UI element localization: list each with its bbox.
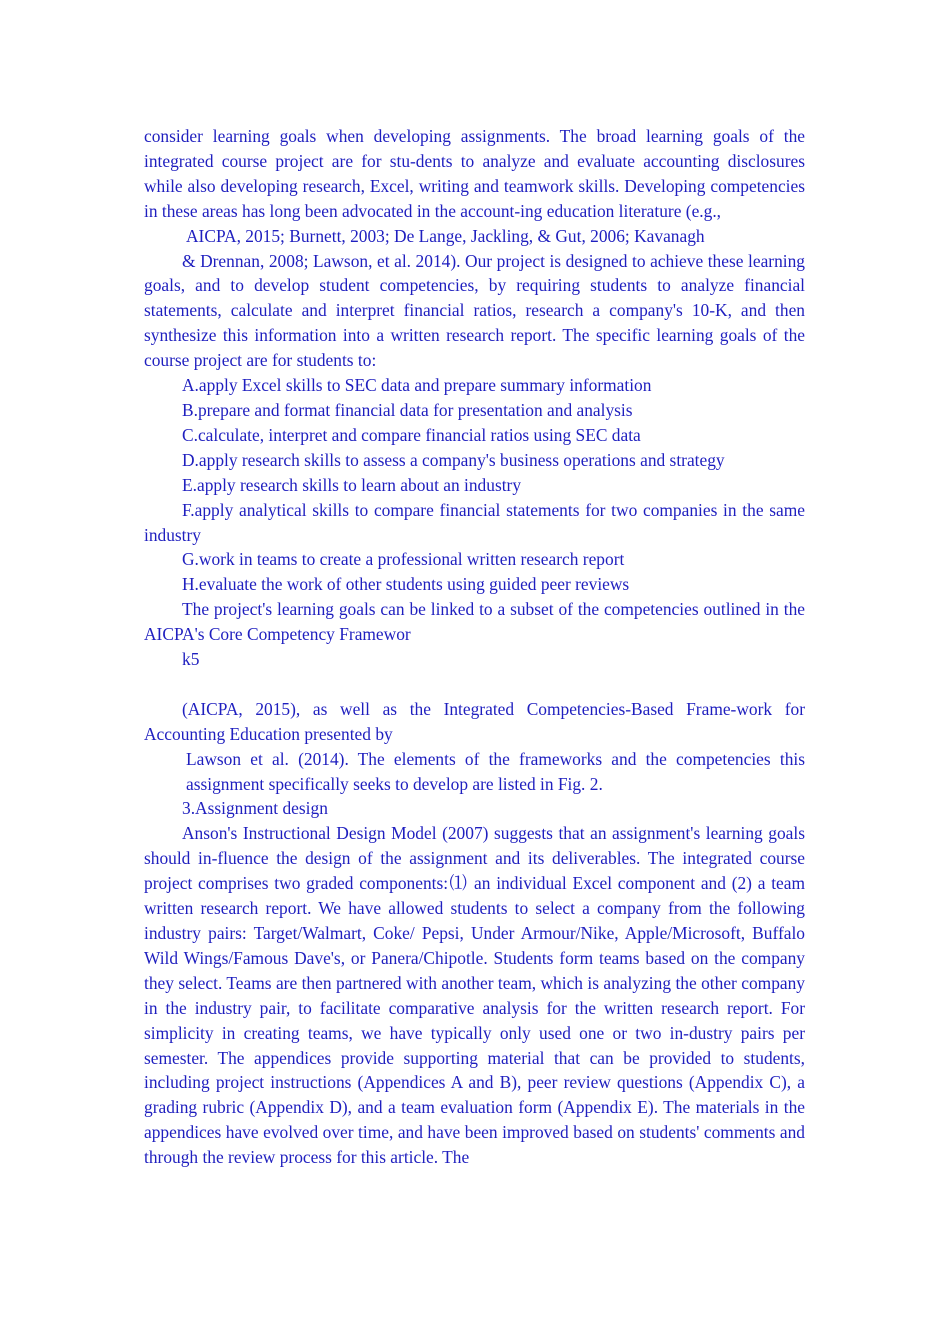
goal-item-b: B.prepare and format financial data for presentation and analysis: [182, 399, 633, 420]
citation-line: AICPA, 2015; Burnett, 2003; De Lange, Jackling, & Gut, 2006; Kavanagh: [186, 225, 705, 246]
goal-item-a: A.apply Excel skills to SEC data and prepare summary information: [182, 375, 652, 396]
paragraph-competencies: The project's learning goals can be linked to a subset of the competencies outlined in the AICPA's Core Competency Framewor: [144, 599, 805, 645]
document-body: [144, 124, 805, 1170]
goal-item-g: G.work in teams to create a professional written research report: [182, 549, 625, 570]
goal-item-h: H.evaluate the work of other students using guided peer reviews: [182, 574, 630, 595]
paragraph-assignment-design: Anson's Instructional Design Model (2007) suggests that an assignment's learning goals should in-fluence the design of the assignment and its deliverables. The integrated course project comprises two graded components:⑴ an individual Excel component and (2) a team written research report. We have allowed students to select a company from the following industry pairs: Target/Walmart, Coke/ Pepsi, Under Armour/Nike, Apple/Microsoft, Buffalo Wild Wings/Famous Dave's, or Panera/Chipotle. Students form teams based on the company they select. Teams are then partnered with another team, which is analyzing the other company in the industry pair, to facilitate comparative analysis for the written research report. For simplicity in creating teams, we have typically only used one or two in-dustry pairs per semester. The appendices provide supporting material that can be provided to students, including project instructions (Appendices A and B), peer review questions (Appendix C), a grading rubric (Appendix D), and a team evaluation form (Appendix E). The materials in the appendices have evolved over time, and have been improved based on students' comments and through the review process for this article. The: [144, 823, 805, 1168]
paragraph-fig2-reference: Lawson et al. (2014). The elements of the frameworks and the competencies this assignment specifically seeks to develop are listed in Fig. 2.: [186, 748, 805, 794]
paragraph-project-design: & Drennan, 2008; Lawson, et al. 2014). Our project is designed to achieve these learning goals, and to develop student competencies, by requiring students to analyze financial statements, calculate and interpret financial ratios, research a company's 10-K, and then synthesize this information into a written research report. The specific learning goals of the course project are for students to:: [144, 250, 805, 371]
paragraph-fragment: k5: [182, 649, 200, 670]
paragraph-frameworks: (AICPA, 2015), as well as the Integrated Competencies-Based Frame-work for Accounting Education presented by: [144, 698, 805, 744]
goal-item-c: C.calculate, interpret and compare financial ratios using SEC data: [182, 424, 641, 445]
paragraph-learning-goals-intro: consider learning goals when developing assignments. The broad learning goals of the integrated course project are for stu-dents to analyze and evaluate accounting disclosures while also developing research, Excel, writing and teamwork skills. Developing competencies in these areas has long been advocated in the account-ing education literature (e.g.,: [144, 126, 805, 221]
goal-item-e: E.apply research skills to learn about an industry: [182, 474, 522, 495]
goal-item-d: D.apply research skills to assess a company's business operations and strategy: [182, 449, 725, 470]
section-heading: 3.Assignment design: [182, 798, 328, 819]
blank-line: [144, 672, 805, 697]
goal-item-f: F.apply analytical skills to compare financial statements for two companies in the same industry: [144, 499, 805, 545]
